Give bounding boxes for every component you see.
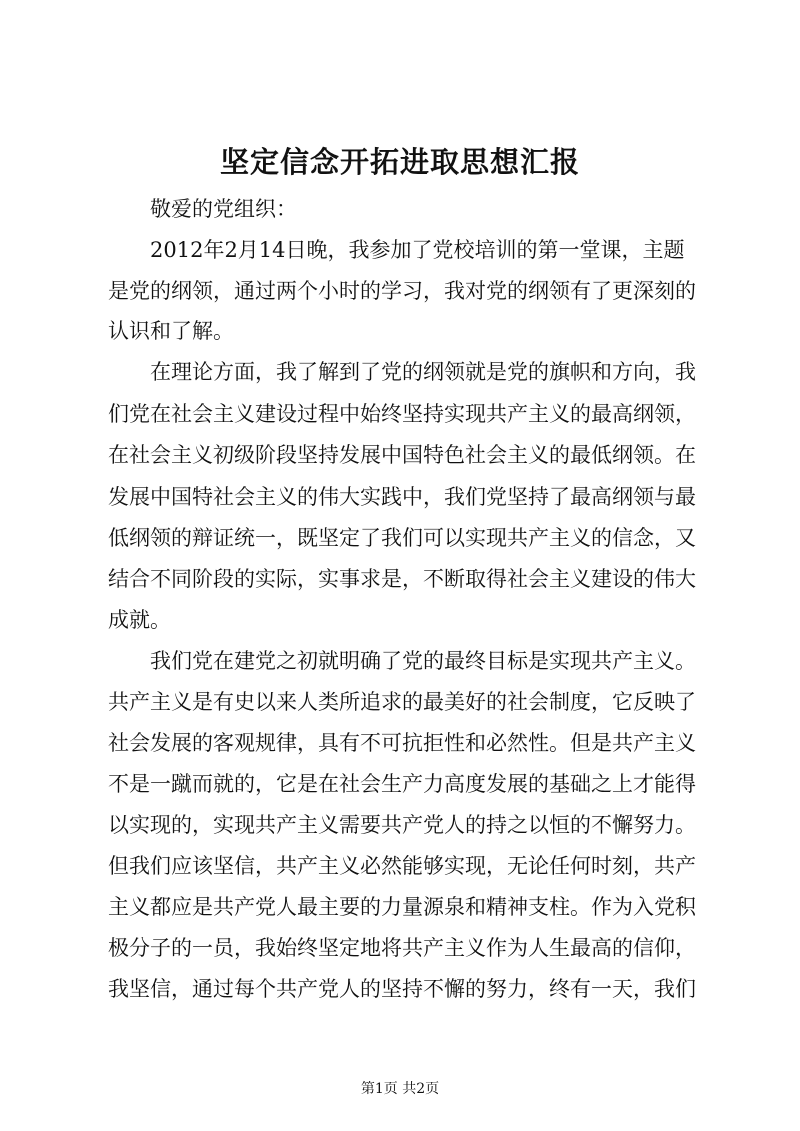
body-line: 在社会主义初级阶段坚持发展中国特色社会主义的最低纲领。在 <box>108 443 696 467</box>
body-line: 结合不同阶段的实际，实事求是，不断取得社会主义建设的伟大 <box>108 567 696 591</box>
body-line: 低纲领的辩证统一，既坚定了我们可以实现共产主义的信念，又 <box>108 526 696 550</box>
body-line: 但我们应该坚信，共产主义必然能够实现，无论任何时刻，共产 <box>108 854 696 878</box>
page-number-footer: 第1页 共2页 <box>360 1081 440 1097</box>
body-line: 发展中国特社会主义的伟大实践中，我们党坚持了最高纲领与最 <box>108 485 696 509</box>
body-line: 我们党在建党之初就明确了党的最终目标是实现共产主义。 <box>108 649 696 673</box>
body-line: 2012年2月14日晚，我参加了党校培训的第一堂课，主题 <box>108 238 685 262</box>
body-line: 以实现的，实现共产主义需要共产党人的持之以恒的不懈努力。 <box>108 813 696 837</box>
document-title: 坚定信念开拓进取思想汇报 <box>219 145 580 179</box>
body-line: 们党在社会主义建设过程中始终坚持实现共产主义的最高纲领， <box>108 402 696 426</box>
body-line: 社会发展的客观规律，具有不可抗拒性和必然性。但是共产主义 <box>108 731 696 755</box>
body-line: 主义都应是共产党人最主要的力量源泉和精神支柱。作为入党积 <box>108 895 696 919</box>
body-line: 成就。 <box>108 608 171 632</box>
body-line: 在理论方面，我了解到了党的纲领就是党的旗帜和方向，我 <box>108 360 696 384</box>
body-line: 不是一蹴而就的，它是在社会生产力高度发展的基础之上才能得 <box>108 772 696 796</box>
body-line: 我坚信，通过每个共产党人的坚持不懈的努力，终有一天，我们 <box>108 977 696 1001</box>
body-line: 共产主义是有史以来人类所追求的最美好的社会制度，它反映了 <box>108 690 696 714</box>
body-line: 极分子的一员，我始终坚定地将共产主义作为人生最高的信仰， <box>108 936 696 960</box>
body-line: 是党的纲领，通过两个小时的学习，我对党的纲领有了更深刻的 <box>108 279 696 303</box>
body-line: 敬爱的党组织： <box>108 197 297 221</box>
body-line: 认识和了解。 <box>108 319 234 343</box>
